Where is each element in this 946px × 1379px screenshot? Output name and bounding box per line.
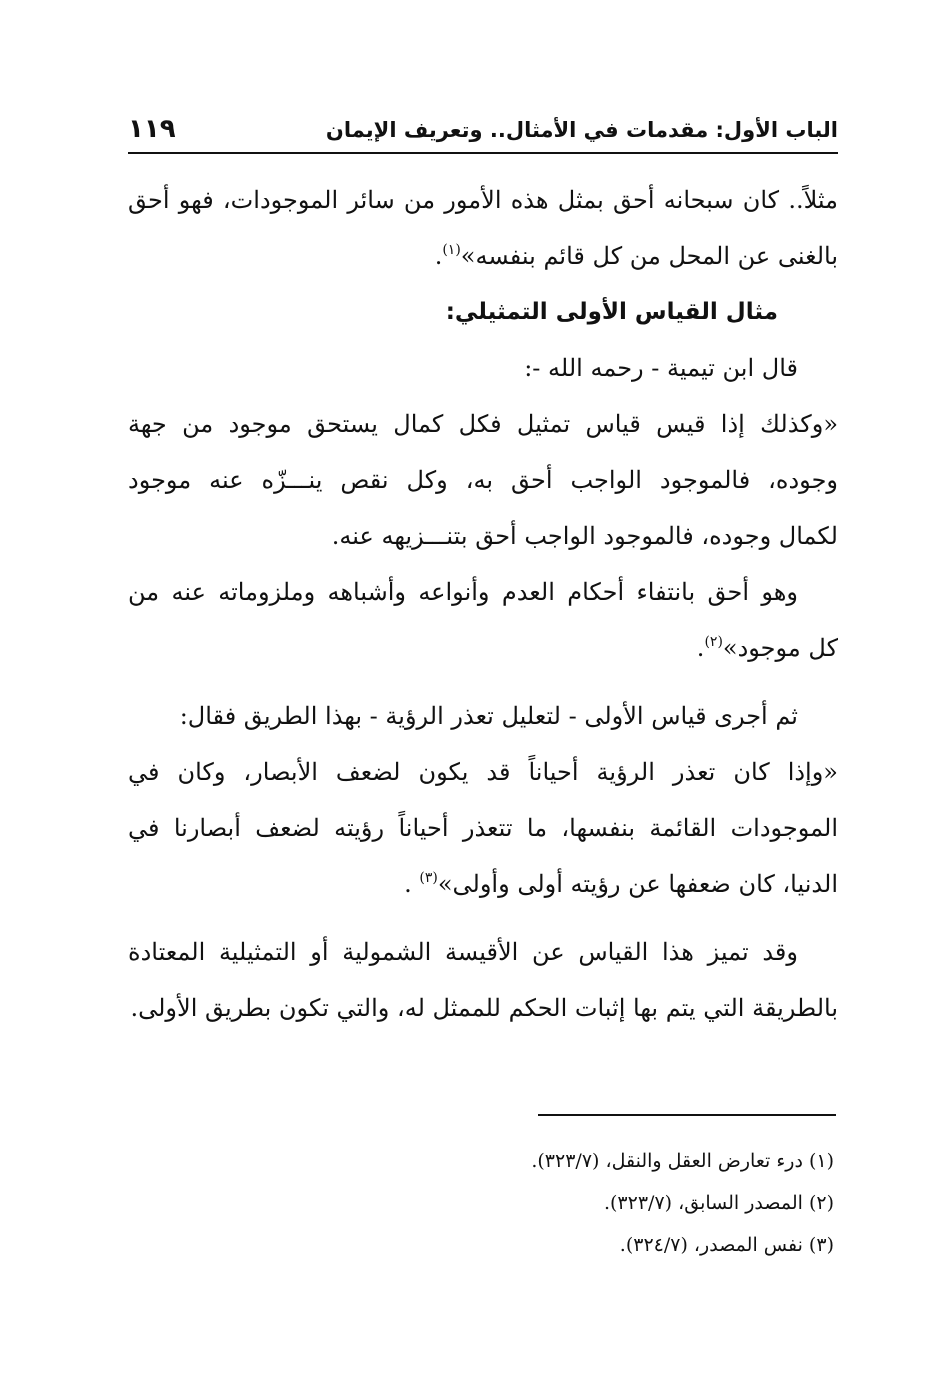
quote-line bbox=[128, 856, 838, 912]
main-text bbox=[128, 172, 838, 1036]
text-segment: بالغنى عن المحل من كل قائم بنفسه» bbox=[460, 242, 838, 270]
text-line: مثلاً.. كان سبحانه أحق بمثل هذه الأمور من سائر الموجودات، فهو أحق bbox=[128, 186, 838, 214]
quote-line: لكمال وجوده، فالموجود الواجب أحق بتنـــزيهه عنه. bbox=[331, 522, 838, 550]
paragraph-gap bbox=[128, 912, 838, 924]
quote-line: وهو أحق بانتفاء أحكام العدم وأنواعه وأشباهه وملزوماته عنه من bbox=[128, 578, 798, 606]
footnote-ref: (١) bbox=[442, 242, 461, 258]
header-rule bbox=[128, 152, 838, 154]
footnote: (٢) المصدر السابق، (٣٢٣/٧). bbox=[603, 1192, 834, 1214]
intro-line: قال ابن تيمية - رحمه الله -: bbox=[524, 354, 798, 382]
text-segment: . bbox=[434, 242, 443, 270]
quote-line: «وإذا كان تعذر الرؤية أحياناً قد يكون لضعف الأبصار، وكان في bbox=[128, 758, 838, 786]
transition-line: ثم أجرى قياس الأولى - لتعليل تعذر الرؤية - بهذا الطريق فقال: bbox=[179, 702, 798, 730]
text-line: بالطريقة التي يتم بها إثبات الحكم للممثل له، والتي تكون بطريق الأولى. bbox=[130, 994, 838, 1022]
text-segment: كل موجود» bbox=[722, 634, 838, 662]
text-segment: الدنيا، كان ضعفها عن رؤيته أولى وأولى» bbox=[437, 870, 838, 898]
footnote-separator bbox=[538, 1114, 836, 1116]
quote-line bbox=[128, 620, 838, 676]
text-line bbox=[128, 228, 838, 284]
text-line: وقد تميز هذا القياس عن الأقيسة الشمولية أو التمثيلية المعتادة bbox=[128, 938, 798, 966]
footnote: (١) درء تعارض العقل والنقل، (٣٢٣/٧). bbox=[531, 1150, 834, 1172]
footnote-ref: (٢) bbox=[704, 634, 723, 650]
quote-line: وجوده، فالموجود الواجب أحق به، وكل نقص ينـــزّه عنه موجود bbox=[128, 466, 838, 494]
quote-line: الموجودات القائمة بنفسها، ما تتعذر أحياناً رؤيته لضعف أبصارنا في bbox=[128, 814, 838, 842]
footnotes bbox=[128, 1140, 834, 1266]
paragraph-gap bbox=[128, 676, 838, 688]
text-segment: . bbox=[404, 870, 420, 898]
footnote: (٣) نفس المصدر، (٣٢٤/٧). bbox=[619, 1234, 834, 1256]
page-number: ١١٩ bbox=[128, 114, 176, 144]
chapter-title: الباب الأول: مقدمات في الأمثال.. وتعريف الإيمان bbox=[325, 118, 838, 142]
section-heading: مثال القياس الأولى التمثيلي: bbox=[445, 299, 778, 325]
running-header bbox=[128, 112, 838, 152]
quote-line: «وكذلك إذا قيس قياس تمثيل فكل كمال يستحق موجود من جهة bbox=[128, 410, 838, 438]
text-segment: . bbox=[696, 634, 705, 662]
footnote-ref: (٣) bbox=[419, 870, 438, 886]
